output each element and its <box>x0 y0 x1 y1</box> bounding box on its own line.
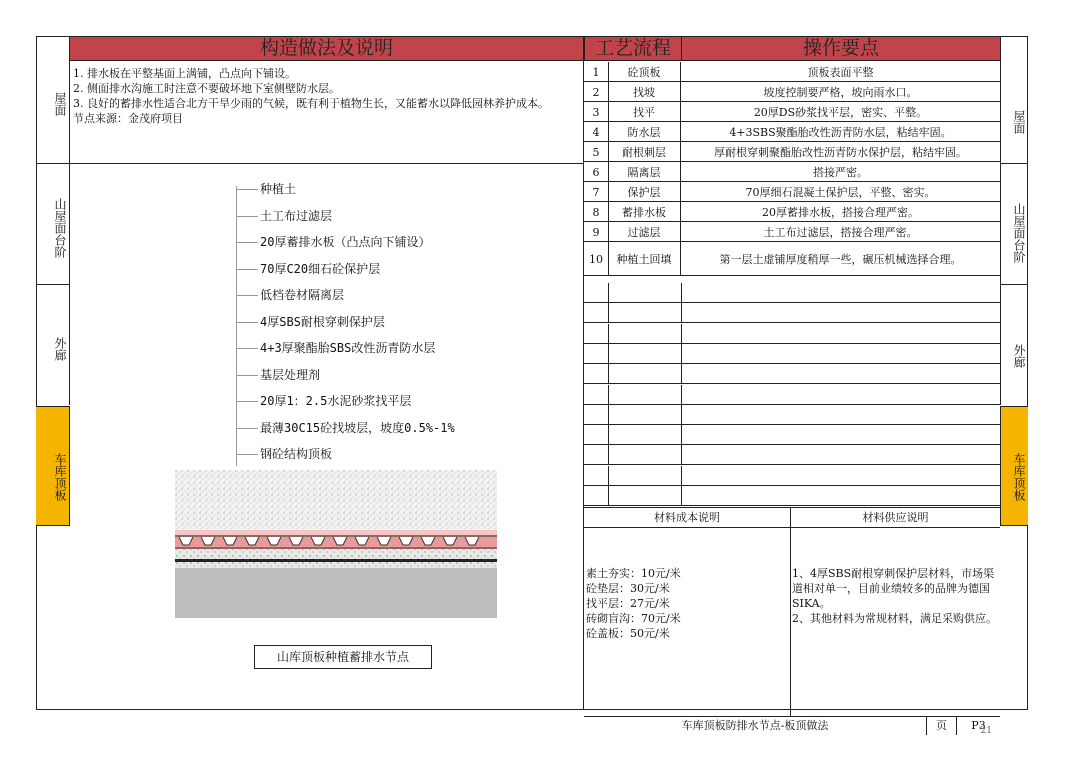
layer-text: 基层处理剂 <box>260 367 321 382</box>
step-name: 蓄排水板 <box>608 202 681 222</box>
construction-header: 构造做法及说明 <box>70 37 583 61</box>
empty-row <box>584 303 1000 323</box>
table-row <box>584 222 1000 242</box>
step-number: 9 <box>584 222 609 242</box>
leader-line <box>236 322 258 323</box>
step-point: 厚耐根穿刺聚酯胎改性沥青防水保护层，粘结牢固。 <box>714 145 967 159</box>
table-row <box>584 102 1000 122</box>
step-name: 找坡 <box>608 82 681 102</box>
filter-layer <box>175 530 497 535</box>
step-name: 隔离层 <box>608 162 681 182</box>
empty-row <box>584 425 1000 445</box>
section-drawing <box>175 470 497 618</box>
description-source: 节点来源：金茂府项目 <box>73 112 183 125</box>
leader-line <box>236 375 258 376</box>
step-name: 砼顶板 <box>608 62 681 82</box>
step-name: 保护层 <box>608 182 681 202</box>
cost-line: 素土夯实：10元/米 <box>586 567 681 580</box>
cost-line: 砼盖板：50元/米 <box>586 627 670 640</box>
leader-line <box>236 348 258 349</box>
leader-line <box>236 189 258 190</box>
structural-slab <box>175 568 497 618</box>
layer-label <box>236 180 581 197</box>
soil-layer <box>175 470 497 530</box>
layer-text: 20厚1：2.5水泥砂浆找平层 <box>260 394 412 408</box>
right-tab-garage-roof[interactable] <box>1000 406 1028 526</box>
tab-label: 外廊 <box>1012 344 1026 368</box>
leader-line <box>236 454 258 455</box>
step-name: 找平 <box>608 102 681 122</box>
tab-label: 车库顶板 <box>1012 453 1026 501</box>
layer-text: 最薄30C15砼找坡层，坡度0.5%-1% <box>260 420 455 435</box>
layer-text: 4厚SBS耐根穿刺保护层 <box>260 314 385 329</box>
leader-line <box>236 401 258 402</box>
cost-line: 找平层：27元/米 <box>586 597 670 610</box>
step-point: 土工布过滤层，搭接合理严密。 <box>763 225 918 239</box>
leader-line <box>236 216 258 217</box>
leveling-layer <box>175 562 497 568</box>
layer-label <box>236 392 581 409</box>
description-line: 1. 排水板在平整基面上满铺，凸点向下铺设。 <box>73 67 296 80</box>
cost-lines <box>586 566 786 641</box>
step-name: 种植土回填 <box>608 242 681 276</box>
empty-row <box>584 364 1000 384</box>
layer-text: 低档卷材隔离层 <box>260 288 345 302</box>
description-line: 2. 侧面排水沟施工时注意不要破坏地下室侧壁防水层。 <box>73 82 340 95</box>
supply-title: 材料供应说明 <box>790 508 1000 528</box>
footer-page-label: 页 <box>926 717 956 735</box>
step-point: 4+3SBS聚酯胎改性沥青防水层，粘结牢固。 <box>729 125 952 139</box>
empty-row <box>584 486 1000 506</box>
step-point: 搭接严密。 <box>813 165 868 179</box>
leader-line <box>236 428 258 429</box>
step-point: 第一层土虚铺厚度稍厚一些，碾压机械选择合理。 <box>719 252 962 266</box>
step-number: 1 <box>584 62 609 82</box>
left-tab-mountain-roof[interactable] <box>36 164 70 284</box>
step-number: 2 <box>584 82 609 102</box>
table-row <box>584 182 1000 202</box>
layer-text: 种植土 <box>260 182 297 196</box>
layer-text: 土工布过滤层 <box>260 208 333 223</box>
step-name: 过滤层 <box>608 222 681 242</box>
table-row <box>584 82 1000 102</box>
supply-line: 1、4厚SBS耐根穿刺保护层材料，市场渠道相对单一，目前业绩较多的品牌为德国SIKA。 <box>792 567 995 610</box>
step-number: 3 <box>584 102 609 122</box>
supply-lines <box>792 566 998 626</box>
waterproof-layer <box>175 559 497 562</box>
leader-line <box>236 269 258 270</box>
footer-title: 车库顶板防排水节点-板顶做法 <box>681 719 829 732</box>
empty-row <box>584 445 1000 465</box>
protection-layer <box>175 549 497 559</box>
tab-label: 山屋面台阶 <box>53 198 67 258</box>
layer-label <box>236 313 581 330</box>
step-name: 防水层 <box>608 122 681 142</box>
right-tab-corridor[interactable] <box>1000 285 1028 405</box>
left-tab-garage-roof[interactable] <box>36 406 70 526</box>
left-tab-roof[interactable] <box>36 36 70 163</box>
points-header: 操作要点 <box>681 37 1000 61</box>
description-block <box>70 62 582 162</box>
empty-row <box>584 405 1000 425</box>
layer-label <box>236 445 581 462</box>
layer-label <box>236 366 581 383</box>
step-name: 耐根刺层 <box>608 142 681 162</box>
step-number: 4 <box>584 122 609 142</box>
supply-line: 2、其他材料为常规材料，满足采购供应。 <box>792 612 997 625</box>
right-tab-roof[interactable] <box>1000 36 1028 163</box>
cost-line: 砼垫层：30元/米 <box>586 582 670 595</box>
empty-row <box>584 466 1000 486</box>
empty-row <box>584 344 1000 364</box>
right-tab-mountain-roof[interactable] <box>1000 164 1028 284</box>
step-point: 坡度控制要严格，坡向雨水口。 <box>763 85 918 99</box>
leader-line <box>236 242 258 243</box>
step-number: 8 <box>584 202 609 222</box>
layer-label <box>236 207 581 224</box>
table-row <box>584 62 1000 82</box>
drawing-caption: 山库顶板种植蓄排水节点 <box>254 645 432 669</box>
tab-label: 山屋面台阶 <box>1012 203 1026 263</box>
layer-label <box>236 339 581 356</box>
layer-label <box>236 286 581 303</box>
table-row <box>584 202 1000 222</box>
tab-label: 屋面 <box>1012 109 1026 134</box>
tab-label: 外廊 <box>53 337 67 361</box>
step-point: 顶板表面平整 <box>807 65 874 79</box>
leader-line <box>236 295 258 296</box>
tab-label: 车库顶板 <box>53 453 67 501</box>
empty-row <box>584 283 1000 303</box>
left-tab-corridor[interactable] <box>36 285 70 405</box>
table-row <box>584 242 1000 276</box>
page-number: 21 <box>980 726 992 736</box>
empty-row <box>584 324 1000 344</box>
process-header: 工艺流程 <box>584 37 681 61</box>
layer-text: 70厚C20细石砼保护层 <box>260 261 381 276</box>
layer-text: 20厚蓄排水板（凸点向下铺设） <box>260 235 431 249</box>
cost-title: 材料成本说明 <box>584 508 790 528</box>
table-row <box>584 162 1000 182</box>
table-row <box>584 142 1000 162</box>
cost-line: 砖砌盲沟：70元/米 <box>586 612 681 625</box>
step-number: 6 <box>584 162 609 182</box>
step-number: 7 <box>584 182 609 202</box>
description-line: 3. 良好的蓄排水性适合北方干旱少雨的气候，既有利于植物生长，又能蓄水以降低园林养护成本。 <box>73 97 549 110</box>
empty-row <box>584 385 1000 405</box>
step-point: 20厚蓄排水板，搭接合理严密。 <box>762 205 919 219</box>
step-point: 20厚DS砂浆找平层，密实、平整。 <box>753 105 928 119</box>
step-number: 5 <box>584 142 609 162</box>
tab-label: 屋面 <box>53 91 67 116</box>
layer-text: 钢砼结构顶板 <box>260 447 333 461</box>
step-number: 10 <box>584 242 609 276</box>
footer-page-num: P3 <box>956 717 1000 735</box>
layer-label <box>236 419 581 436</box>
table-row <box>584 122 1000 142</box>
layer-label <box>236 233 581 250</box>
layer-text: 4+3厚聚酯胎SBS改性沥青防水层 <box>260 341 436 355</box>
step-point: 70厚细石混凝土保护层，平整、密实。 <box>745 185 936 199</box>
layer-label <box>236 260 581 277</box>
